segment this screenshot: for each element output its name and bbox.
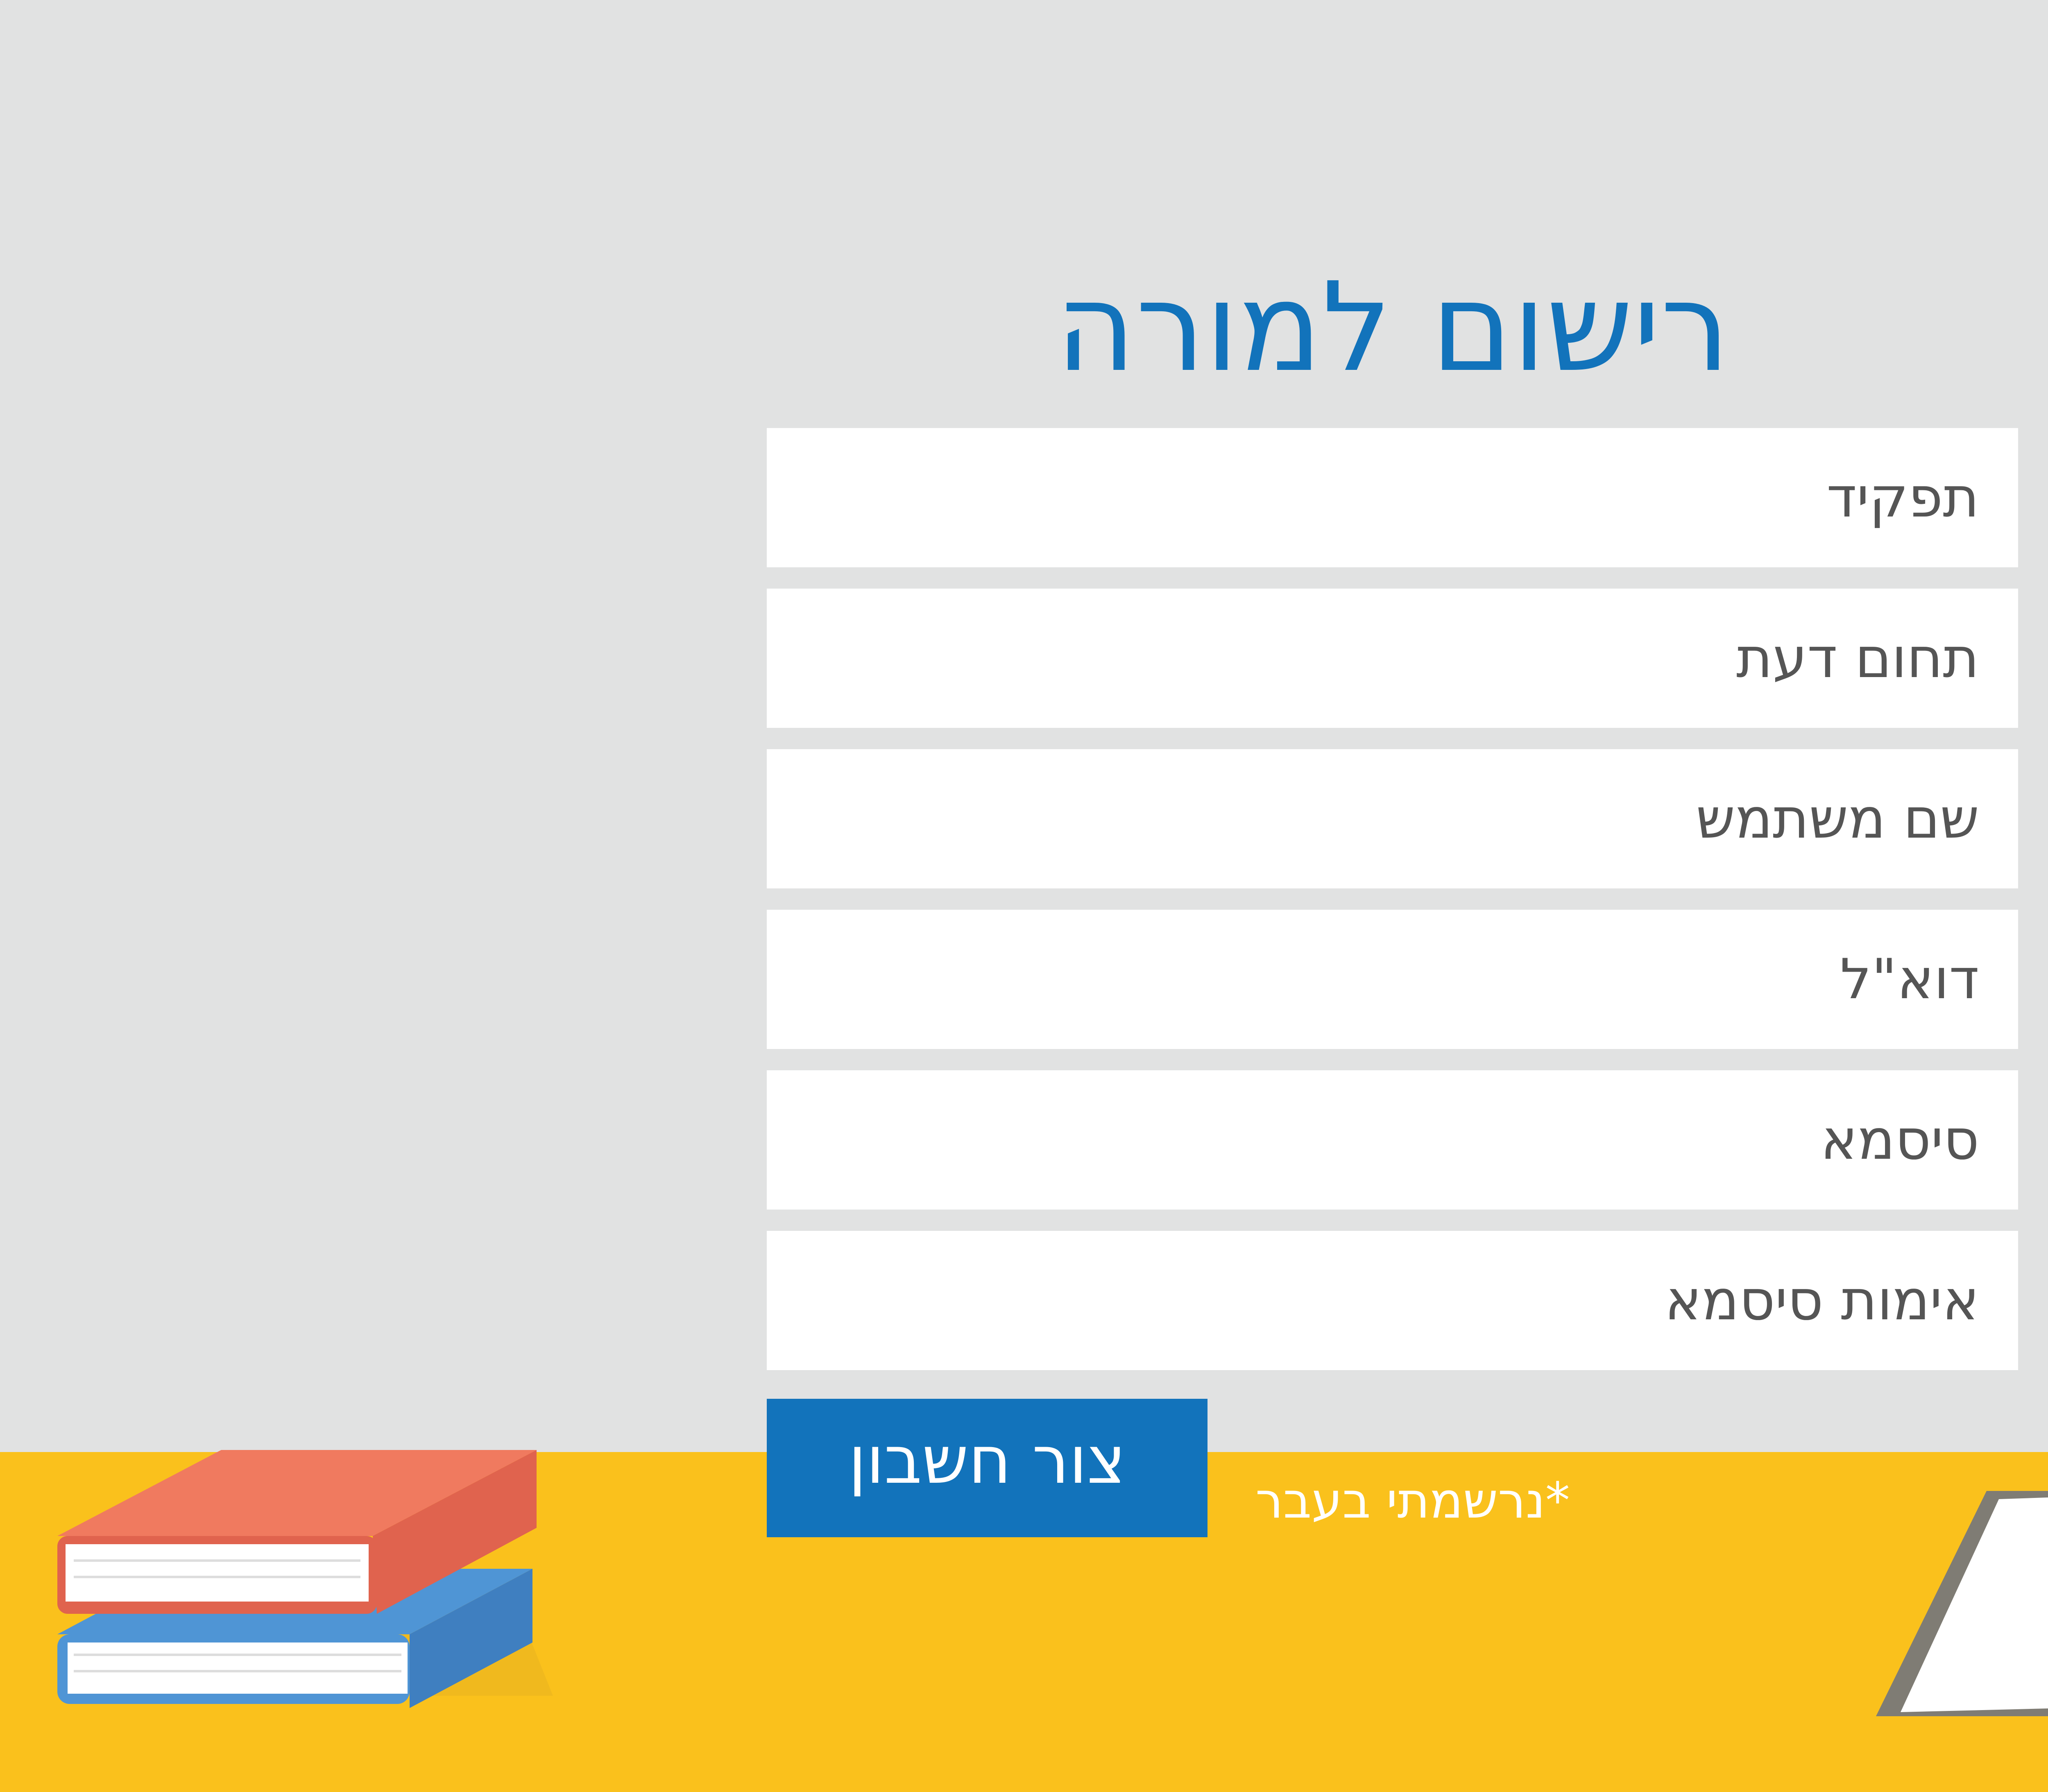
notebook-illustration xyxy=(1876,1466,2048,1729)
email-input[interactable] xyxy=(767,910,2018,1049)
username-input[interactable] xyxy=(767,749,2018,888)
confirm-password-input[interactable] xyxy=(767,1231,2018,1370)
already-registered-link[interactable]: *נרשמתי בעבר xyxy=(1255,1473,1570,1529)
create-account-button[interactable]: צור חשבון xyxy=(767,1399,1208,1537)
subject-input[interactable] xyxy=(767,589,2018,728)
page-title: רישום למורה xyxy=(1055,256,1730,399)
role-input[interactable] xyxy=(767,428,2018,567)
password-input[interactable] xyxy=(767,1070,2018,1210)
registration-form xyxy=(767,428,2018,1391)
books-illustration xyxy=(49,1393,561,1720)
